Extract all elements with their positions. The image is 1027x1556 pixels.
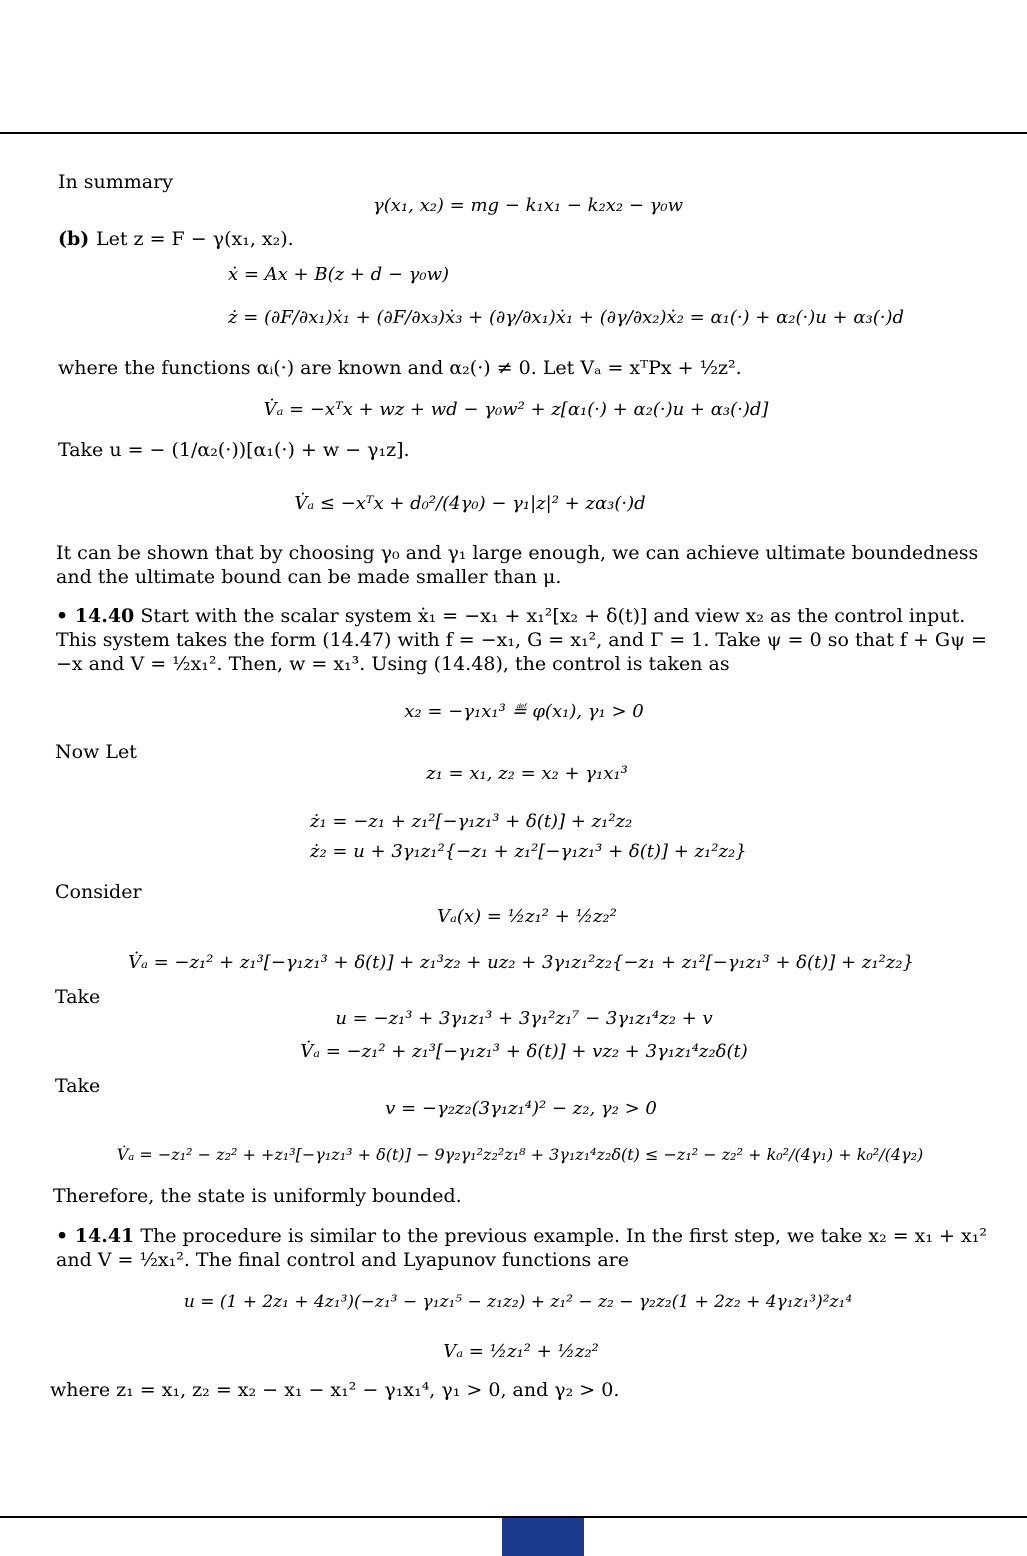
equation-vadot-3: V̇ₐ = −z₁² + z₁³[−γ₁z₁³ + δ(t)] + vz₂ + 3γ₁z₁⁴z₂δ(t): [300, 1041, 748, 1062]
exercise-14-41: [56, 1224, 996, 1272]
equation-z-def: z₁ = x₁, z₂ = x₂ + γ₁x₁³: [426, 763, 628, 784]
equation-x2-phi: x₂ = −γ₁x₁³ ≝ φ(x₁), γ₁ > 0: [404, 701, 644, 722]
equation-z1dot: ż₁ = −z₁ + z₁²[−γ₁z₁³ + δ(t)] + z₁²z₂: [310, 811, 633, 832]
text-ultimate-bound: It can be shown that by choosing γ₀ and γ₁ large enough, we can achieve ultimate boundedness and the ultimate bound can be made smaller than μ.: [56, 542, 979, 588]
equation-vadot-1: V̇ₐ = −xᵀx + wz + wd − γ₀w² + z[α₁(·) + α₂(·)u + α₃(·)d]: [263, 399, 769, 420]
part-b-label: (b): [58, 228, 90, 250]
text-where-z: where z₁ = x₁, z₂ = x₂ − x₁ − x₁² − γ₁x₁⁴, γ₁ > 0, and γ₂ > 0.: [50, 1379, 620, 1401]
text-where-alpha: where the functions αᵢ(·) are known and α₂(·) ≠ 0. Let Vₐ = xᵀPx + ½z².: [58, 357, 742, 379]
text-uniformly-bounded: Therefore, the state is uniformly bounded.: [53, 1185, 462, 1207]
equation-final-va: Vₐ = ½z₁² + ½z₂²: [443, 1341, 599, 1362]
equation-vadot-bound: V̇ₐ ≤ −xᵀx + d₀²/(4γ₀) − γ₁|z|² + zα₃(·)d: [294, 493, 646, 514]
exercise-14-41-text: The procedure is similar to the previous example. In the first step, we take x₂ = x₁ + x₁² and V = ½x₁². The final control and Lyapunov functions are: [56, 1225, 987, 1271]
text-in-summary: In summary: [58, 171, 173, 193]
equation-z2dot: ż₂ = u + 3γ₁z₁²{−z₁ + z₁²[−γ₁z₁³ + δ(t)] + z₁²z₂}: [310, 841, 747, 862]
equation-vadot-4: V̇ₐ = −z₁² − z₂² + +z₁³[−γ₁z₁³ + δ(t)] − 9γ₂γ₁²z₂²z₁⁸ + 3γ₁z₁⁴z₂δ(t) ≤ −z₁² − z₂² + k₀²/(4γ₁) + k₀²/(4γ₂): [116, 1145, 924, 1164]
text-take-u: Take u = − (1/α₂(·))[α₁(·) + w − γ₁z].: [58, 439, 410, 461]
equation-xdot: ẋ = Ax + B(z + d − γ₀w): [228, 264, 450, 285]
exercise-14-40: [56, 604, 996, 676]
top-rule: [0, 132, 1027, 134]
equation-final-u: u = (1 + 2z₁ + 4z₁³)(−z₁³ − γ₁z₁⁵ − z₁z₂) + z₁² − z₂ − γ₂z₂(1 + 2z₂ + 4γ₁z₁³)²z₁⁴: [183, 1292, 853, 1312]
page-footer-tab: [502, 1518, 584, 1556]
text-consider: Consider: [55, 881, 142, 903]
equation-gamma: γ(x₁, x₂) = mg − k₁x₁ − k₂x₂ − γ₀w: [372, 195, 684, 216]
text-take-2: Take: [55, 1075, 101, 1097]
equation-u: u = −z₁³ + 3γ₁z₁³ + 3γ₁²z₁⁷ − 3γ₁z₁⁴z₂ + v: [335, 1008, 713, 1029]
exercise-14-40-label: • 14.40: [56, 605, 135, 627]
text-let-z: Let z = F − γ(x₁, x₂).: [96, 228, 294, 250]
exercise-14-40-text: Start with the scalar system ẋ₁ = −x₁ + x₁²[x₂ + δ(t)] and view x₂ as the control input. This system takes the form (14.47) with f = −x₁, G = x₁², and Γ = 1. Take ψ = 0 so that f + Gψ = −x and V = ½x₁². Then, w = x₁³. Using (14.48), the control is taken as: [56, 605, 987, 675]
equation-vadot-2: V̇ₐ = −z₁² + z₁³[−γ₁z₁³ + δ(t)] + z₁³z₂ + uz₂ + 3γ₁z₁²z₂{−z₁ + z₁²[−γ₁z₁³ + δ(t)] + z₁²z₂}: [128, 952, 914, 973]
equation-zdot: ż = (∂F/∂x₁)ẋ₁ + (∂F/∂x₃)ẋ₃ + (∂γ/∂x₁)ẋ₁ + (∂γ/∂x₂)ẋ₂ = α₁(·) + α₂(·)u + α₃(·)d: [228, 307, 905, 328]
text-now-let: Now Let: [55, 741, 137, 763]
text-take-1: Take: [55, 986, 101, 1008]
exercise-14-41-label: • 14.41: [56, 1225, 135, 1247]
equation-v: v = −γ₂z₂(3γ₁z₁⁴)² − z₂, γ₂ > 0: [385, 1098, 657, 1119]
equation-va: Vₐ(x) = ½z₁² + ½z₂²: [437, 906, 617, 927]
